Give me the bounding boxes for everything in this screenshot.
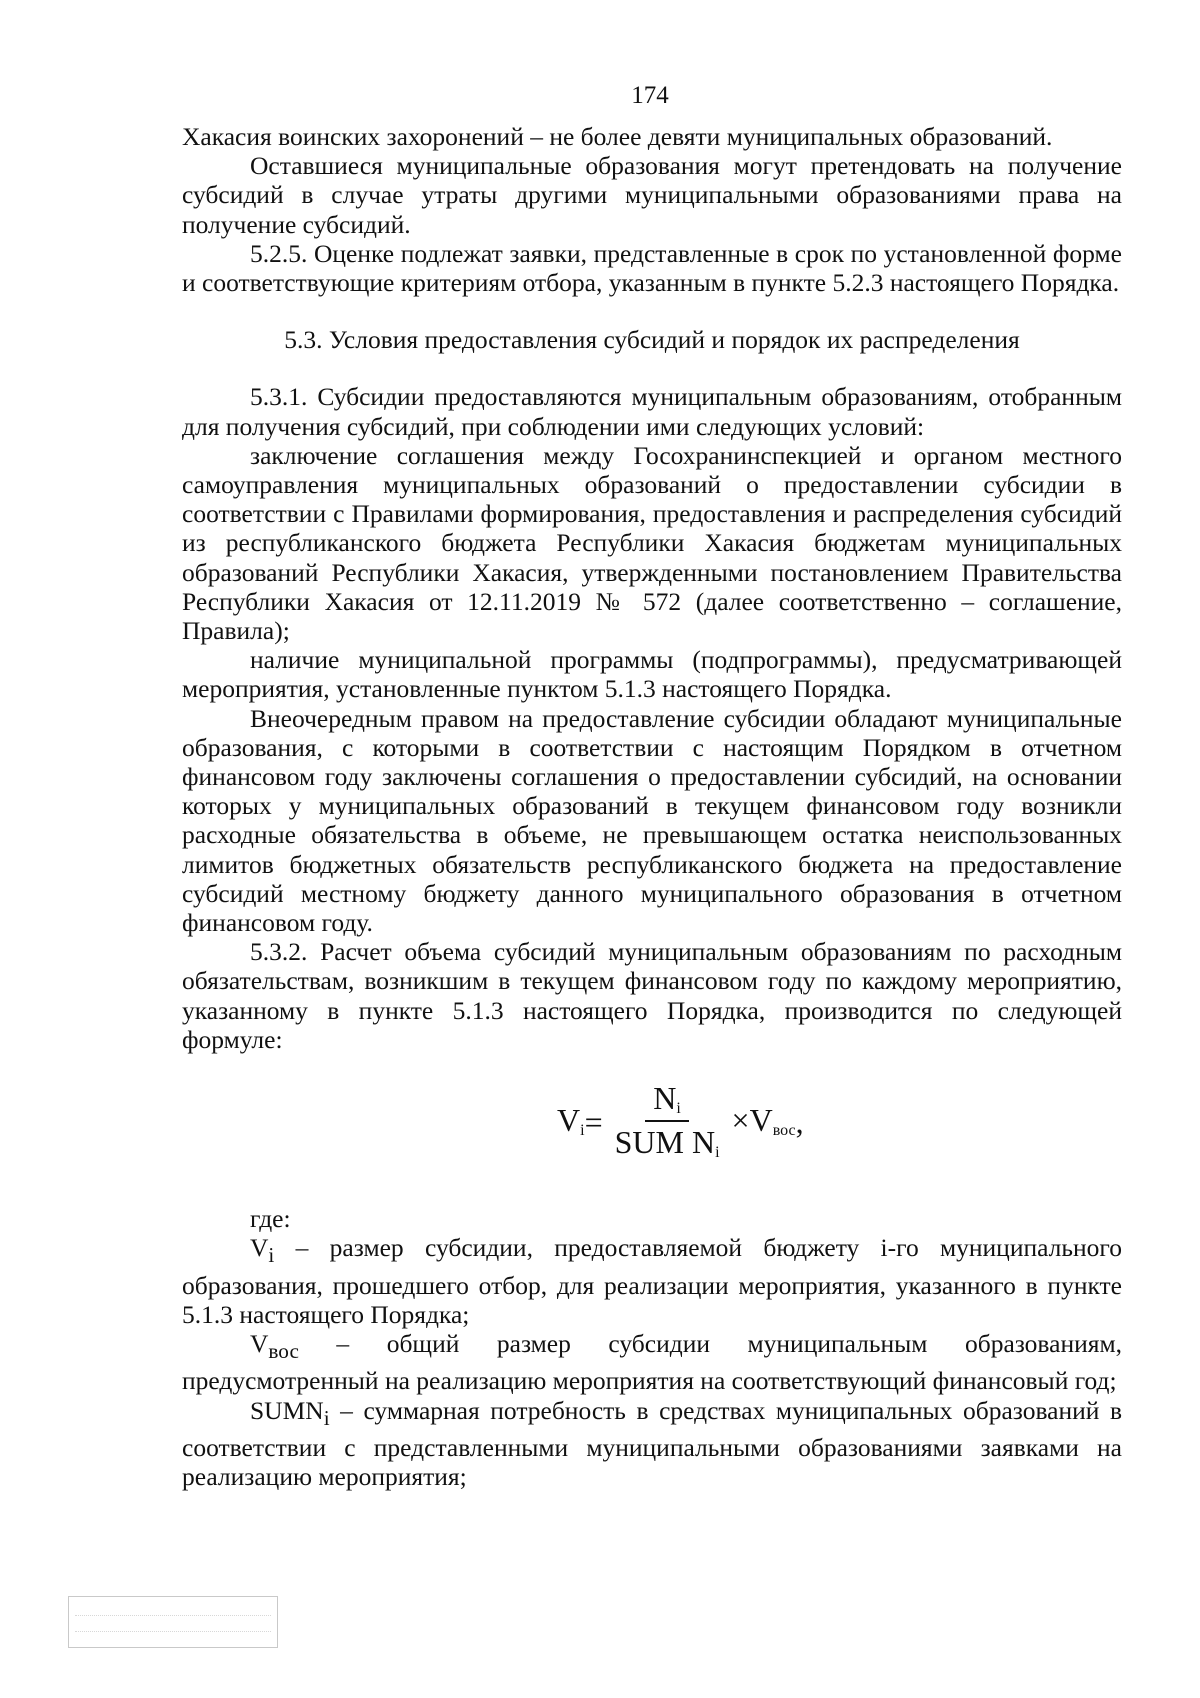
paragraph-continuation: Хакасия воинских захоронений – не более девяти муниципальных образований.	[182, 122, 1053, 151]
formula-lhs: $V_i$	[557, 1102, 585, 1140]
stamp-line	[75, 1616, 271, 1632]
paragraph-5-3-2: 5.3.2. Расчет объема субсидий муниципальным образованиям по расходным обязательствам, возникшим в текущем финансовом году по каждому мероприятию, указанному в пункте 5.1.3 настоящего Порядка, производится по следующей формуле:	[182, 937, 1122, 1054]
paragraph-priority-right: Внеочередным правом на предоставление субсидии обладают муниципальные образования, с которыми в соответствии с настоящим Порядком в отчетном финансовом году заключены соглашения о предоставлении субсидий, на основании которых у муниципальных образований в текущем финансовом году возникли расходные обязательства в объеме, не превышающем остатка неиспользованных лимитов бюджетных обязательств республиканского бюджета на предоставление субсидий местному бюджету данного муниципального образования в отчетном финансовом году.	[182, 703, 1122, 938]
formula-tail: ,	[795, 1103, 804, 1140]
paragraph-where: где:	[250, 1204, 291, 1234]
definition-sumni: $SUMN_i$ – суммарная потребность в средствах муниципальных образований в соответствии с представленными муниципальными образованиями заявками на реализацию мероприятия;	[182, 1395, 1122, 1491]
stamp-line	[75, 1600, 271, 1616]
definition-vi: $V_i$ – размер субсидии, предоставляемой бюджету i-го муниципального образования, прошедшего отбор, для реализации мероприятия, указанного в пункте 5.1.3 настоящего Порядка;	[182, 1233, 1122, 1329]
formula-block	[182, 1054, 1122, 1204]
electronic-stamp-mark	[68, 1596, 278, 1648]
paragraph-5-2-5: 5.2.5. Оценке подлежат заявки, представленные в срок по установленной форме и соответствующие критериям отбора, указанным в пункте 5.2.3 настоящего Порядка.	[182, 238, 1122, 298]
formula-equals: =	[584, 1103, 603, 1140]
formula-fraction	[607, 1082, 728, 1161]
subsidy-formula	[557, 1082, 804, 1161]
section-heading-5-3: 5.3. Условия предоставления субсидий и порядок их распределения	[284, 325, 1020, 355]
page-number: 174	[631, 82, 669, 109]
definition-vvoc: $V_{вос}$ – общий размер субсидии муниципальным образованиям, предусмотренный на реализацию мероприятия на соответствующий финансовый год;	[182, 1329, 1122, 1396]
paragraph-condition-agreement: заключение соглашения между Госохранинспекцией и органом местного самоуправления муниципальных образований о предоставлении субсидии в соответствии с Правилами формирования, предоставления и распределения субсидий из республиканского бюджета Республики Хакасия бюджетам муниципальных образований Республики Хакасия, утвержденными постановлением Правительства Республики Хакасия от 12.11.2019 № 572 (далее соответственно – соглашение, Правила);	[182, 440, 1122, 646]
paragraph-5-3-1: 5.3.1. Субсидии предоставляются муниципальным образованиям, отобранным для получения субсидий, при соблюдении ими следующих условий:	[182, 382, 1122, 441]
formula-multiplier: $\times V_{вос}$	[731, 1102, 796, 1140]
formula-numerator: $N_i$	[645, 1082, 689, 1122]
paragraph-condition-program: наличие муниципальной программы (подпрограммы), предусматривающей мероприятия, установленные пунктом 5.1.3 настоящего Порядка.	[182, 645, 1122, 704]
formula-denominator: SUM $N_i$	[614, 1124, 720, 1162]
document-body	[182, 122, 1122, 1491]
paragraph-remaining-municipalities: Оставшиеся муниципальные образования могут претендовать на получение субсидий в случае утраты другими муниципальными образованиями права на получение субсидий.	[182, 151, 1122, 239]
